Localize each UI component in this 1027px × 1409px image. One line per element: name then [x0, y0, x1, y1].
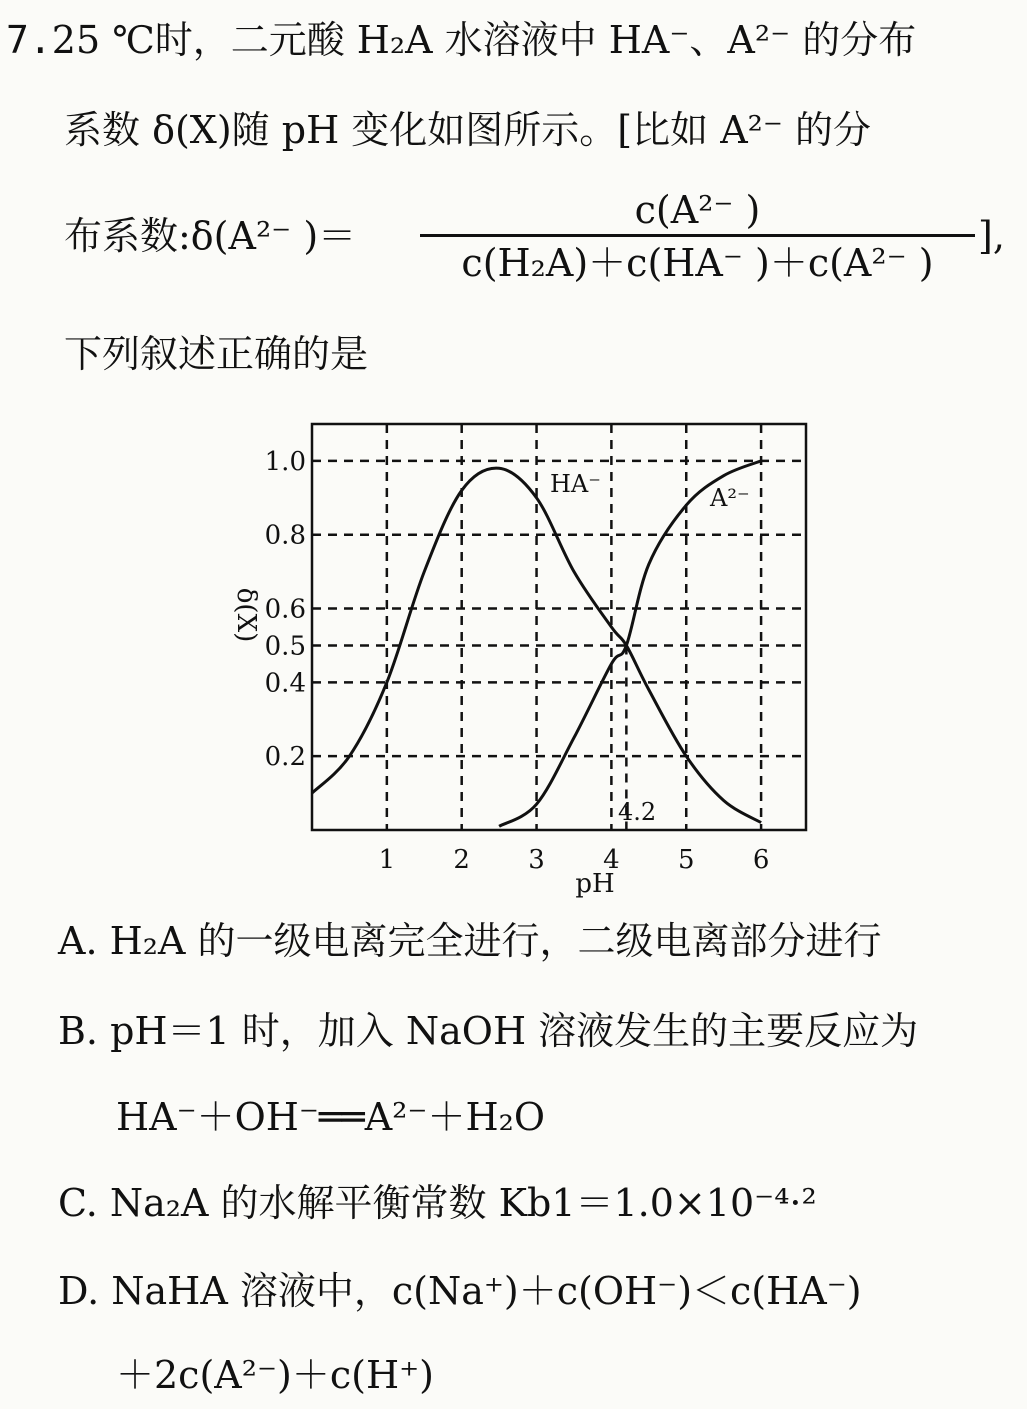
y-tick-label-1.0: 1.0 [264, 446, 306, 477]
x-tick-label-4: 4 [603, 845, 620, 875]
question-text-1: 25 ℃时，二元酸 H₂A 水溶液中 HA⁻、A²⁻ 的分布 [51, 18, 917, 62]
question-line-3-suffix: ], [978, 214, 1005, 258]
fraction-bar [420, 234, 975, 237]
question-line-2: 系数 δ(X)随 pH 变化如图所示。[比如 A²⁻ 的分 [64, 108, 872, 152]
x-tick-label-6: 6 [752, 845, 770, 875]
x-tick-label-1: 1 [378, 845, 396, 875]
y-tick-label-0.2: 0.2 [264, 742, 306, 773]
series-label-ha: HA⁻ [550, 470, 601, 498]
x-axis-label: pH [575, 869, 615, 899]
x-tick-label-2: 2 [453, 845, 470, 875]
question-number: 7. [6, 18, 52, 62]
x-tick-label-3: 3 [528, 845, 545, 875]
x-tick-label-5: 5 [677, 845, 695, 875]
option-c: C. Na₂A 的水解平衡常数 Kb1＝1.0×10⁻⁴·² [58, 1181, 817, 1225]
fraction-denominator: c(H₂A)＋c(HA⁻ )＋c(A²⁻ ) [461, 241, 934, 285]
question-line-4: 下列叙述正确的是 [64, 332, 369, 376]
distribution-chart [200, 400, 840, 900]
crosspoint-annotation: 4.2 [618, 798, 657, 826]
fraction-numerator: c(A²⁻ ) [634, 188, 761, 232]
question-line-1 [6, 18, 916, 62]
option-b-line-2: HA⁻＋OH⁻══A²⁻＋H₂O [116, 1095, 546, 1139]
chart-ticks [265, 447, 770, 875]
option-b-line-1: B. pH＝1 时，加入 NaOH 溶液发生的主要反应为 [58, 1009, 919, 1053]
question-line-3-prefix: 布系数:δ(A²⁻ )＝ [64, 214, 357, 258]
y-tick-label-0.5: 0.5 [264, 631, 306, 662]
chart-series [312, 461, 761, 826]
option-d-line-2: ＋2c(A²⁻)＋c(H⁺) [116, 1353, 434, 1397]
option-d-line-1: D. NaHA 溶液中，c(Na⁺)＋c(OH⁻)＜c(HA⁻) [58, 1269, 862, 1313]
distribution-fraction [420, 188, 975, 285]
option-a: A. H₂A 的一级电离完全进行，二级电离部分进行 [58, 919, 882, 963]
series-label-a2: A²⁻ [710, 484, 750, 512]
y-tick-label-0.6: 0.6 [264, 594, 306, 625]
series-curve-a2 [499, 461, 761, 826]
y-tick-label-0.8: 0.8 [264, 520, 306, 551]
y-tick-label-0.4: 0.4 [264, 668, 306, 699]
y-axis-label: δ(X) [231, 587, 261, 643]
